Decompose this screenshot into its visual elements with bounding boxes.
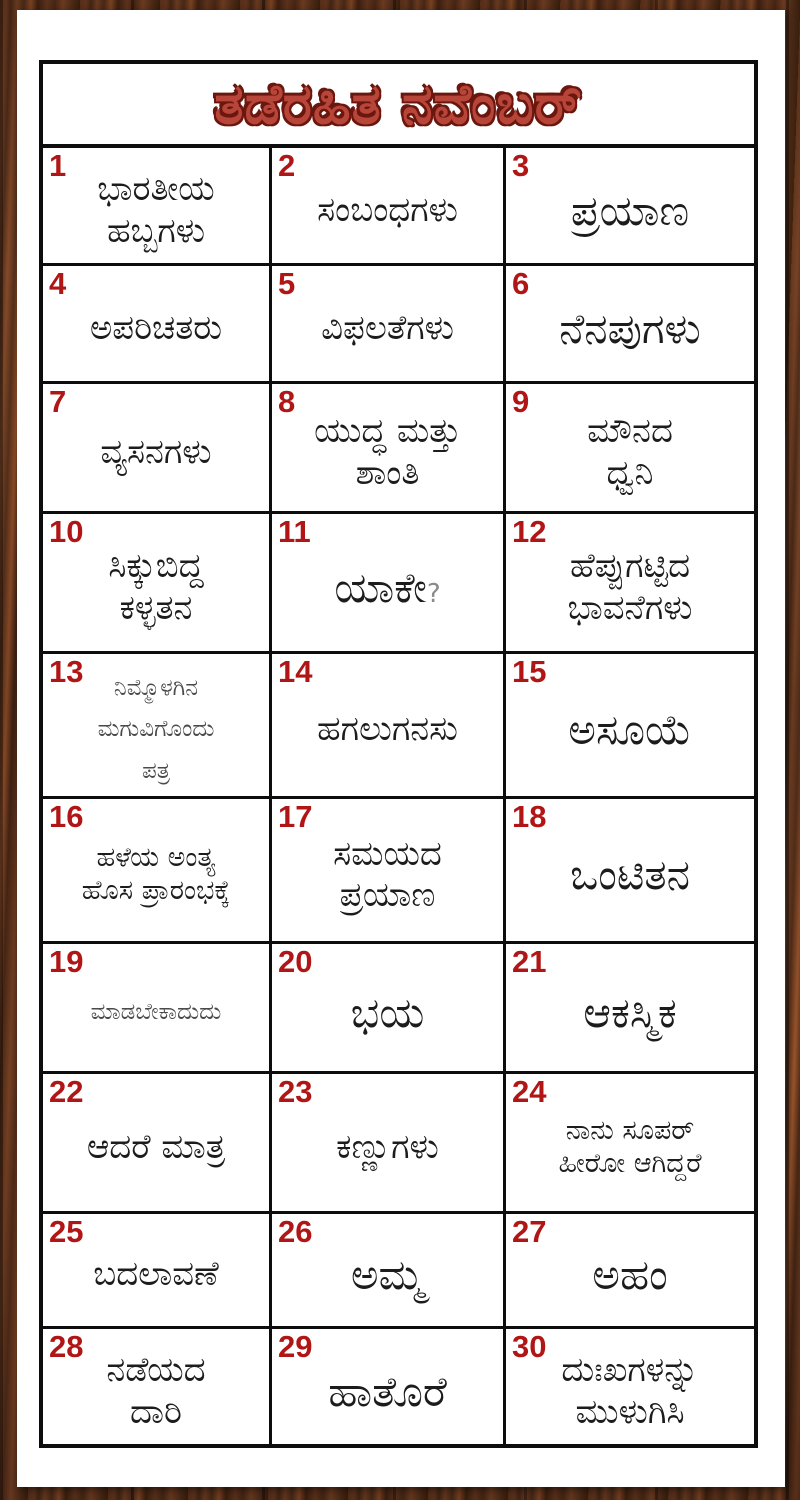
day-number: 9	[512, 384, 530, 419]
calendar-poster	[39, 60, 758, 1448]
day-text	[571, 185, 689, 236]
day-text	[317, 190, 458, 231]
day-text-line: ಮಗುವಿಗೊಂದು	[97, 716, 215, 743]
day-number: 2	[278, 148, 296, 183]
day-text	[317, 709, 458, 750]
day-text-line: ಆಕಸ್ಮಿಕ	[583, 987, 677, 1037]
day-text-line: ಸಂಬಂಧಗಳು	[317, 189, 458, 230]
day-text	[82, 842, 230, 908]
question-mark-suffix: ?	[426, 578, 441, 609]
day-cell	[506, 1329, 754, 1444]
day-text-line: ದುಃಖಗಳನ್ನು	[561, 1350, 699, 1391]
calendar-title: ತಡೆರಹಿತ ನವೆಂಬರ್	[214, 71, 583, 136]
day-number: 13	[49, 654, 84, 689]
day-text	[321, 308, 454, 349]
day-number: 30	[512, 1329, 547, 1364]
day-text-line: ಹೆಪ್ಪುಗಟ್ಟಿದ	[569, 546, 691, 587]
day-number: 24	[512, 1074, 547, 1109]
day-cell	[272, 1074, 506, 1214]
day-text-line: ಭಾವನೆಗಳು	[567, 587, 693, 628]
day-text	[559, 303, 700, 354]
day-cell	[506, 799, 754, 944]
day-text-line: ವ್ಯಸನಗಳು	[100, 431, 212, 472]
day-text	[100, 432, 211, 473]
day-number: 18	[512, 799, 547, 834]
day-number: 16	[49, 799, 84, 834]
day-text	[351, 987, 425, 1038]
day-cell	[506, 266, 754, 384]
day-text-line: ಶಾಂತಿ	[355, 452, 420, 493]
day-text-line: ನಾನು ಸೂಪರ್	[565, 1114, 695, 1146]
day-number: 6	[512, 266, 530, 301]
day-number: 7	[49, 384, 67, 419]
day-text-line: ಸಮಯದ	[333, 833, 442, 874]
day-text	[87, 1127, 225, 1168]
day-cell	[506, 654, 754, 799]
day-text-line: ಕಣ್ಣುಗಳು	[336, 1126, 439, 1167]
day-text	[561, 1350, 698, 1433]
day-number: 20	[278, 944, 313, 979]
day-cell	[272, 799, 506, 944]
day-number: 26	[278, 1214, 313, 1249]
day-number: 12	[512, 514, 547, 549]
day-cell	[43, 148, 272, 266]
white-poster-card	[17, 10, 785, 1487]
day-cell	[43, 654, 272, 799]
day-text-line: ನೆನಪುಗಳು	[559, 303, 701, 353]
day-text-line: ಪತ್ರ	[142, 757, 170, 784]
day-cell	[272, 1214, 506, 1329]
day-cell	[506, 944, 754, 1074]
day-text-line: ಕಳ್ಳತನ	[119, 587, 193, 628]
day-number: 1	[49, 148, 67, 183]
day-text-line: ಅಮ್ಮ	[350, 1250, 425, 1300]
day-cell	[272, 944, 506, 1074]
day-text-line: ನಿಮ್ಮೊಳಗಿನ	[113, 674, 199, 701]
day-text-line: ಅಹಂ	[592, 1250, 668, 1300]
day-number: 5	[278, 266, 296, 301]
day-text-line: ಅಸೂಯೆ	[568, 705, 692, 755]
day-cell	[43, 1329, 272, 1444]
day-text-line: ಬದಲಾವಣೆ	[93, 1254, 219, 1295]
day-number: 27	[512, 1214, 547, 1249]
day-text-line: ಹಾತೊರೆ	[328, 1366, 447, 1416]
day-text-line: ಯಾಕೇ?	[334, 562, 441, 612]
day-number: 10	[49, 514, 84, 549]
day-text-line: ದಾರಿ	[130, 1391, 182, 1432]
day-number: 23	[278, 1074, 313, 1109]
day-text	[334, 562, 440, 613]
day-text	[587, 411, 673, 494]
day-text-line: ಮಾಡಬೇಕಾದುದು	[90, 998, 222, 1025]
day-text-line: ಹಬ್ಬಗಳು	[106, 210, 206, 251]
day-text	[333, 834, 442, 917]
day-text-line: ಆದರೆ ಮಾತ್ರ	[86, 1126, 226, 1167]
day-text-line: ಭಾರತೀಯ	[97, 169, 215, 210]
day-number: 14	[278, 654, 313, 689]
day-text-line: ಪ್ರಯಾಣ	[339, 875, 436, 915]
day-text	[106, 1350, 205, 1433]
day-cell	[272, 384, 506, 514]
calendar-title-row	[43, 64, 754, 148]
day-text-line: ಮುಳುಗಿಸಿ	[575, 1391, 685, 1432]
day-cell	[43, 384, 272, 514]
day-cell	[506, 514, 754, 654]
day-text-line: ಒಂಟಿತನ	[570, 850, 690, 900]
day-number: 28	[49, 1329, 84, 1364]
day-number: 21	[512, 944, 547, 979]
day-cell	[43, 514, 272, 654]
day-text-line: ಮೌನದ	[587, 411, 673, 452]
day-number: 8	[278, 384, 296, 419]
day-number: 11	[278, 514, 311, 549]
day-text-line: ನಡೆಯದ	[106, 1350, 206, 1391]
day-text-line: ಹೊಸ ಪ್ರಾರಂಭಕ್ಕೆ	[81, 875, 231, 906]
day-text	[108, 546, 203, 629]
day-text-line: ಹಗಲುಗನಸು	[317, 709, 458, 750]
day-number: 3	[512, 148, 530, 183]
day-text	[351, 1249, 424, 1300]
day-text	[90, 308, 222, 349]
day-cell	[506, 1214, 754, 1329]
day-text-line: ಧ್ವನಿ	[606, 452, 654, 493]
day-cell	[506, 384, 754, 514]
day-text	[592, 1249, 667, 1300]
day-text	[570, 849, 690, 900]
day-text	[328, 1366, 447, 1417]
day-number: 19	[49, 944, 84, 979]
day-text-line: ಭಯ	[350, 987, 425, 1037]
day-number: 25	[49, 1214, 84, 1249]
calendar-grid	[43, 148, 754, 1444]
day-text	[583, 987, 677, 1038]
day-cell	[43, 266, 272, 384]
day-cell	[272, 266, 506, 384]
day-text	[558, 1115, 701, 1181]
day-text-line: ಯುದ್ಧ ಮತ್ತು	[314, 411, 461, 452]
day-cell	[272, 1329, 506, 1444]
day-cell	[43, 944, 272, 1074]
day-cell	[43, 1214, 272, 1329]
day-number: 29	[278, 1329, 313, 1364]
day-text	[336, 1127, 439, 1168]
day-text	[314, 411, 461, 494]
day-text	[93, 1254, 219, 1295]
day-text-line: ಹಳೆಯ ಅಂತ್ಯ	[96, 842, 216, 874]
day-text	[568, 546, 693, 629]
day-cell	[272, 654, 506, 799]
day-cell	[272, 148, 506, 266]
day-text	[568, 704, 691, 755]
day-text	[98, 668, 215, 792]
day-text-line: ಹೀರೋ ಆಗಿದ್ದರೆ	[558, 1147, 702, 1179]
day-text-line: ಪ್ರಯಾಣ	[570, 185, 690, 235]
day-cell	[272, 514, 506, 654]
day-number: 22	[49, 1074, 84, 1109]
day-text-line: ಸಿಕ್ಕುಬಿದ್ದ	[108, 546, 204, 587]
day-number: 4	[49, 266, 67, 301]
day-cell	[43, 1074, 272, 1214]
day-text	[91, 992, 222, 1033]
day-text-line: ವಿಫಲತೆಗಳು	[321, 307, 454, 348]
day-number: 15	[512, 654, 547, 689]
day-text-line: ಅಪರಿಚತರು	[89, 307, 223, 348]
day-cell	[43, 799, 272, 944]
day-number: 17	[278, 799, 313, 834]
day-cell	[506, 1074, 754, 1214]
day-cell	[506, 148, 754, 266]
day-text	[97, 169, 214, 252]
